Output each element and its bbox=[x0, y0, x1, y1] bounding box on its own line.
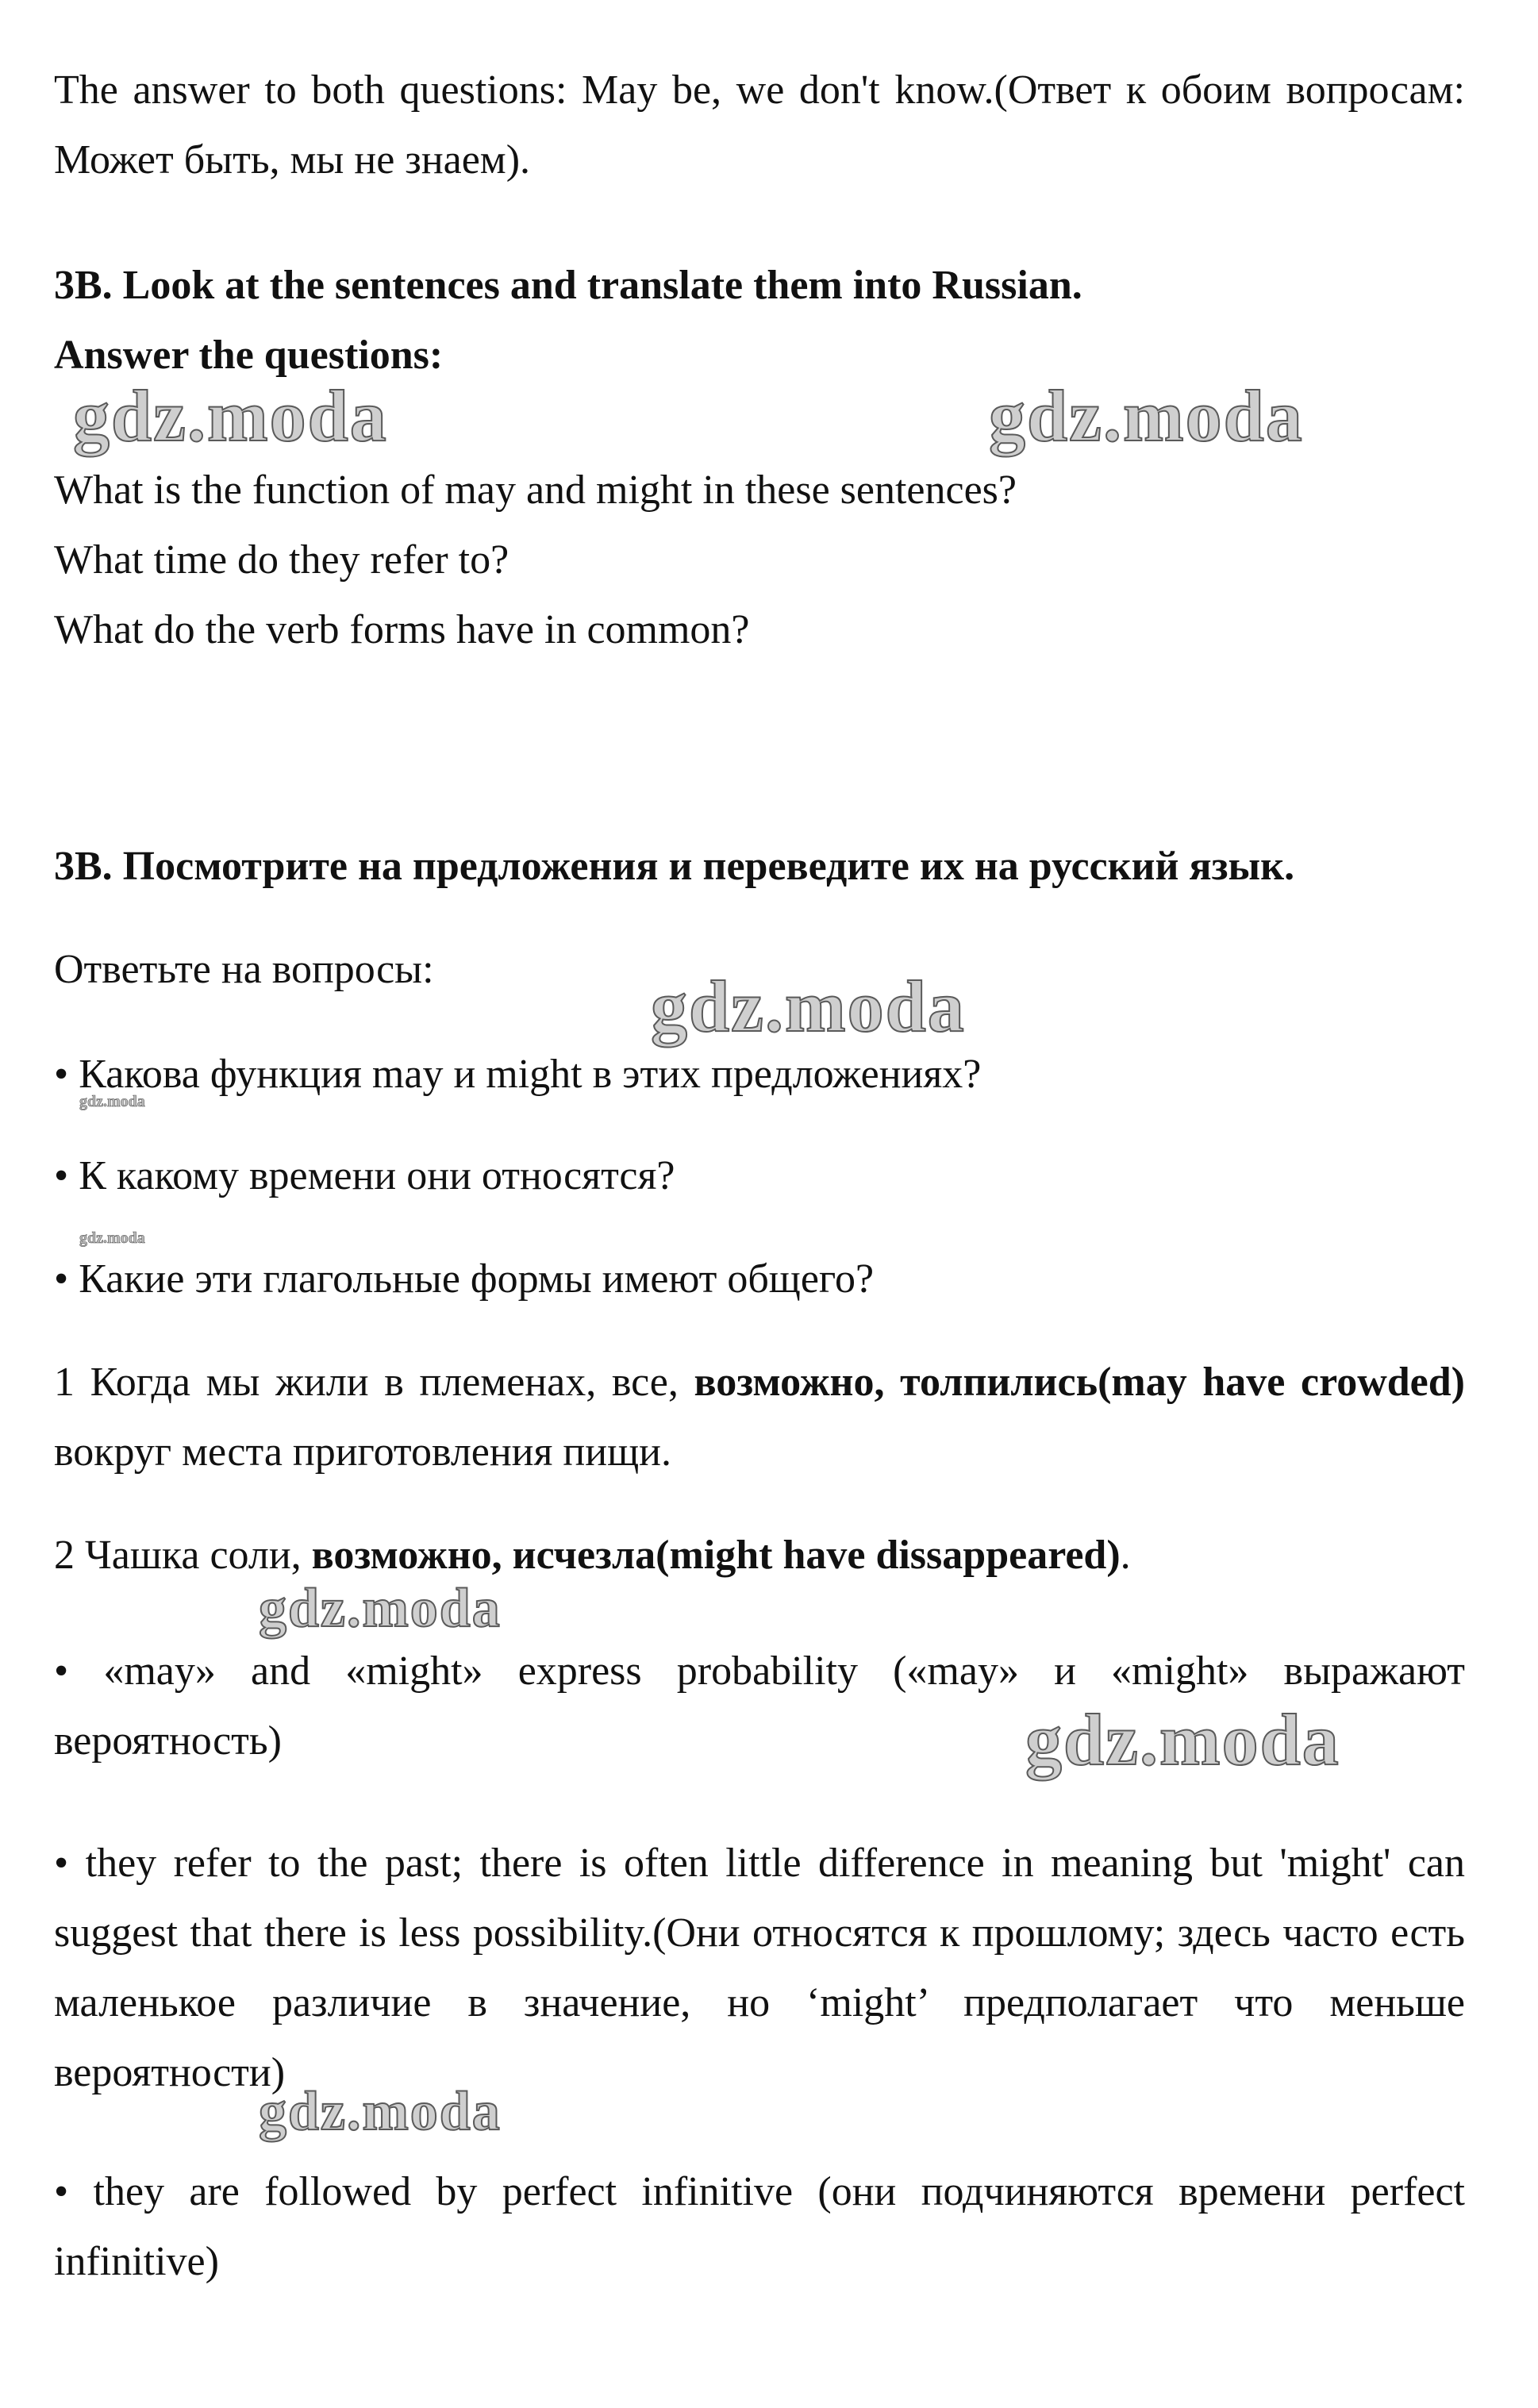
watermark: gdz.moda bbox=[651, 966, 966, 1047]
sentence-2-post: . bbox=[1120, 1533, 1131, 1578]
sentence-2-pre: 2 Чашка соли, bbox=[54, 1533, 312, 1578]
watermark: gdz.moda bbox=[989, 375, 1304, 456]
sentence-1-post: вокруг места приготовления пищи. bbox=[54, 1429, 671, 1475]
sentence-1-pre: 1 Когда мы жили в племенах, все, bbox=[54, 1360, 694, 1405]
section-en-subheading: Answer the questions: bbox=[54, 333, 444, 378]
watermark: gdz.moda bbox=[259, 1578, 502, 1639]
sentence-1 bbox=[54, 1348, 1465, 1487]
watermark: gdz.moda bbox=[259, 2081, 502, 2142]
top-answer: The answer to both questions: May be, we don't know.(Ответ к обоим вопросам: Может быть, мы не знаем). bbox=[54, 67, 1465, 183]
section-en-heading: 3B. Look at the sentences and translate them into Russian. bbox=[54, 263, 1082, 308]
watermark-small: gdz.moda bbox=[79, 1229, 145, 1247]
watermark: gdz.moda bbox=[1025, 1699, 1340, 1780]
watermark-small: gdz.moda bbox=[79, 1093, 145, 1110]
question-ru-2: • К какому времени они относятся? bbox=[54, 1153, 675, 1198]
question-en-1: What is the function of may and might in these sentences? bbox=[54, 467, 1017, 513]
answer-1: • «may» and «might» express probability («may» и «might» выражают вероятность) bbox=[54, 1648, 1465, 1764]
sentence-1-bold: возможно, толпились(may have crowded) bbox=[694, 1360, 1465, 1405]
question-en-2: What time do they refer to? bbox=[54, 537, 509, 583]
question-en-3: What do the verb forms have in common? bbox=[54, 607, 750, 652]
sentence-2-bold: возможно, исчезла(might have dissappeared) bbox=[311, 1533, 1121, 1578]
answer-3: • they are followed by perfect infinitive (они подчиняются времени perfect infinitive) bbox=[54, 2169, 1465, 2284]
section-ru-intro: Ответьте на вопросы: bbox=[54, 947, 434, 992]
question-ru-1: • Какова функция may и might в этих предложениях? bbox=[54, 1052, 982, 1097]
watermark: gdz.moda bbox=[73, 375, 388, 456]
answer-2: • they refer to the past; there is often little difference in meaning but 'might' can suggest that there is less possibility.(Они относятся к прошлому; здесь часто есть маленькое различие в значение, но ‘might’ предполагает что меньше вероятности) bbox=[54, 1841, 1465, 2095]
question-ru-3: • Какие эти глагольные формы имеют общего? bbox=[54, 1256, 875, 1302]
section-ru-heading: 3B. Посмотрите на предложения и переведите их на русский язык. bbox=[54, 844, 1295, 889]
